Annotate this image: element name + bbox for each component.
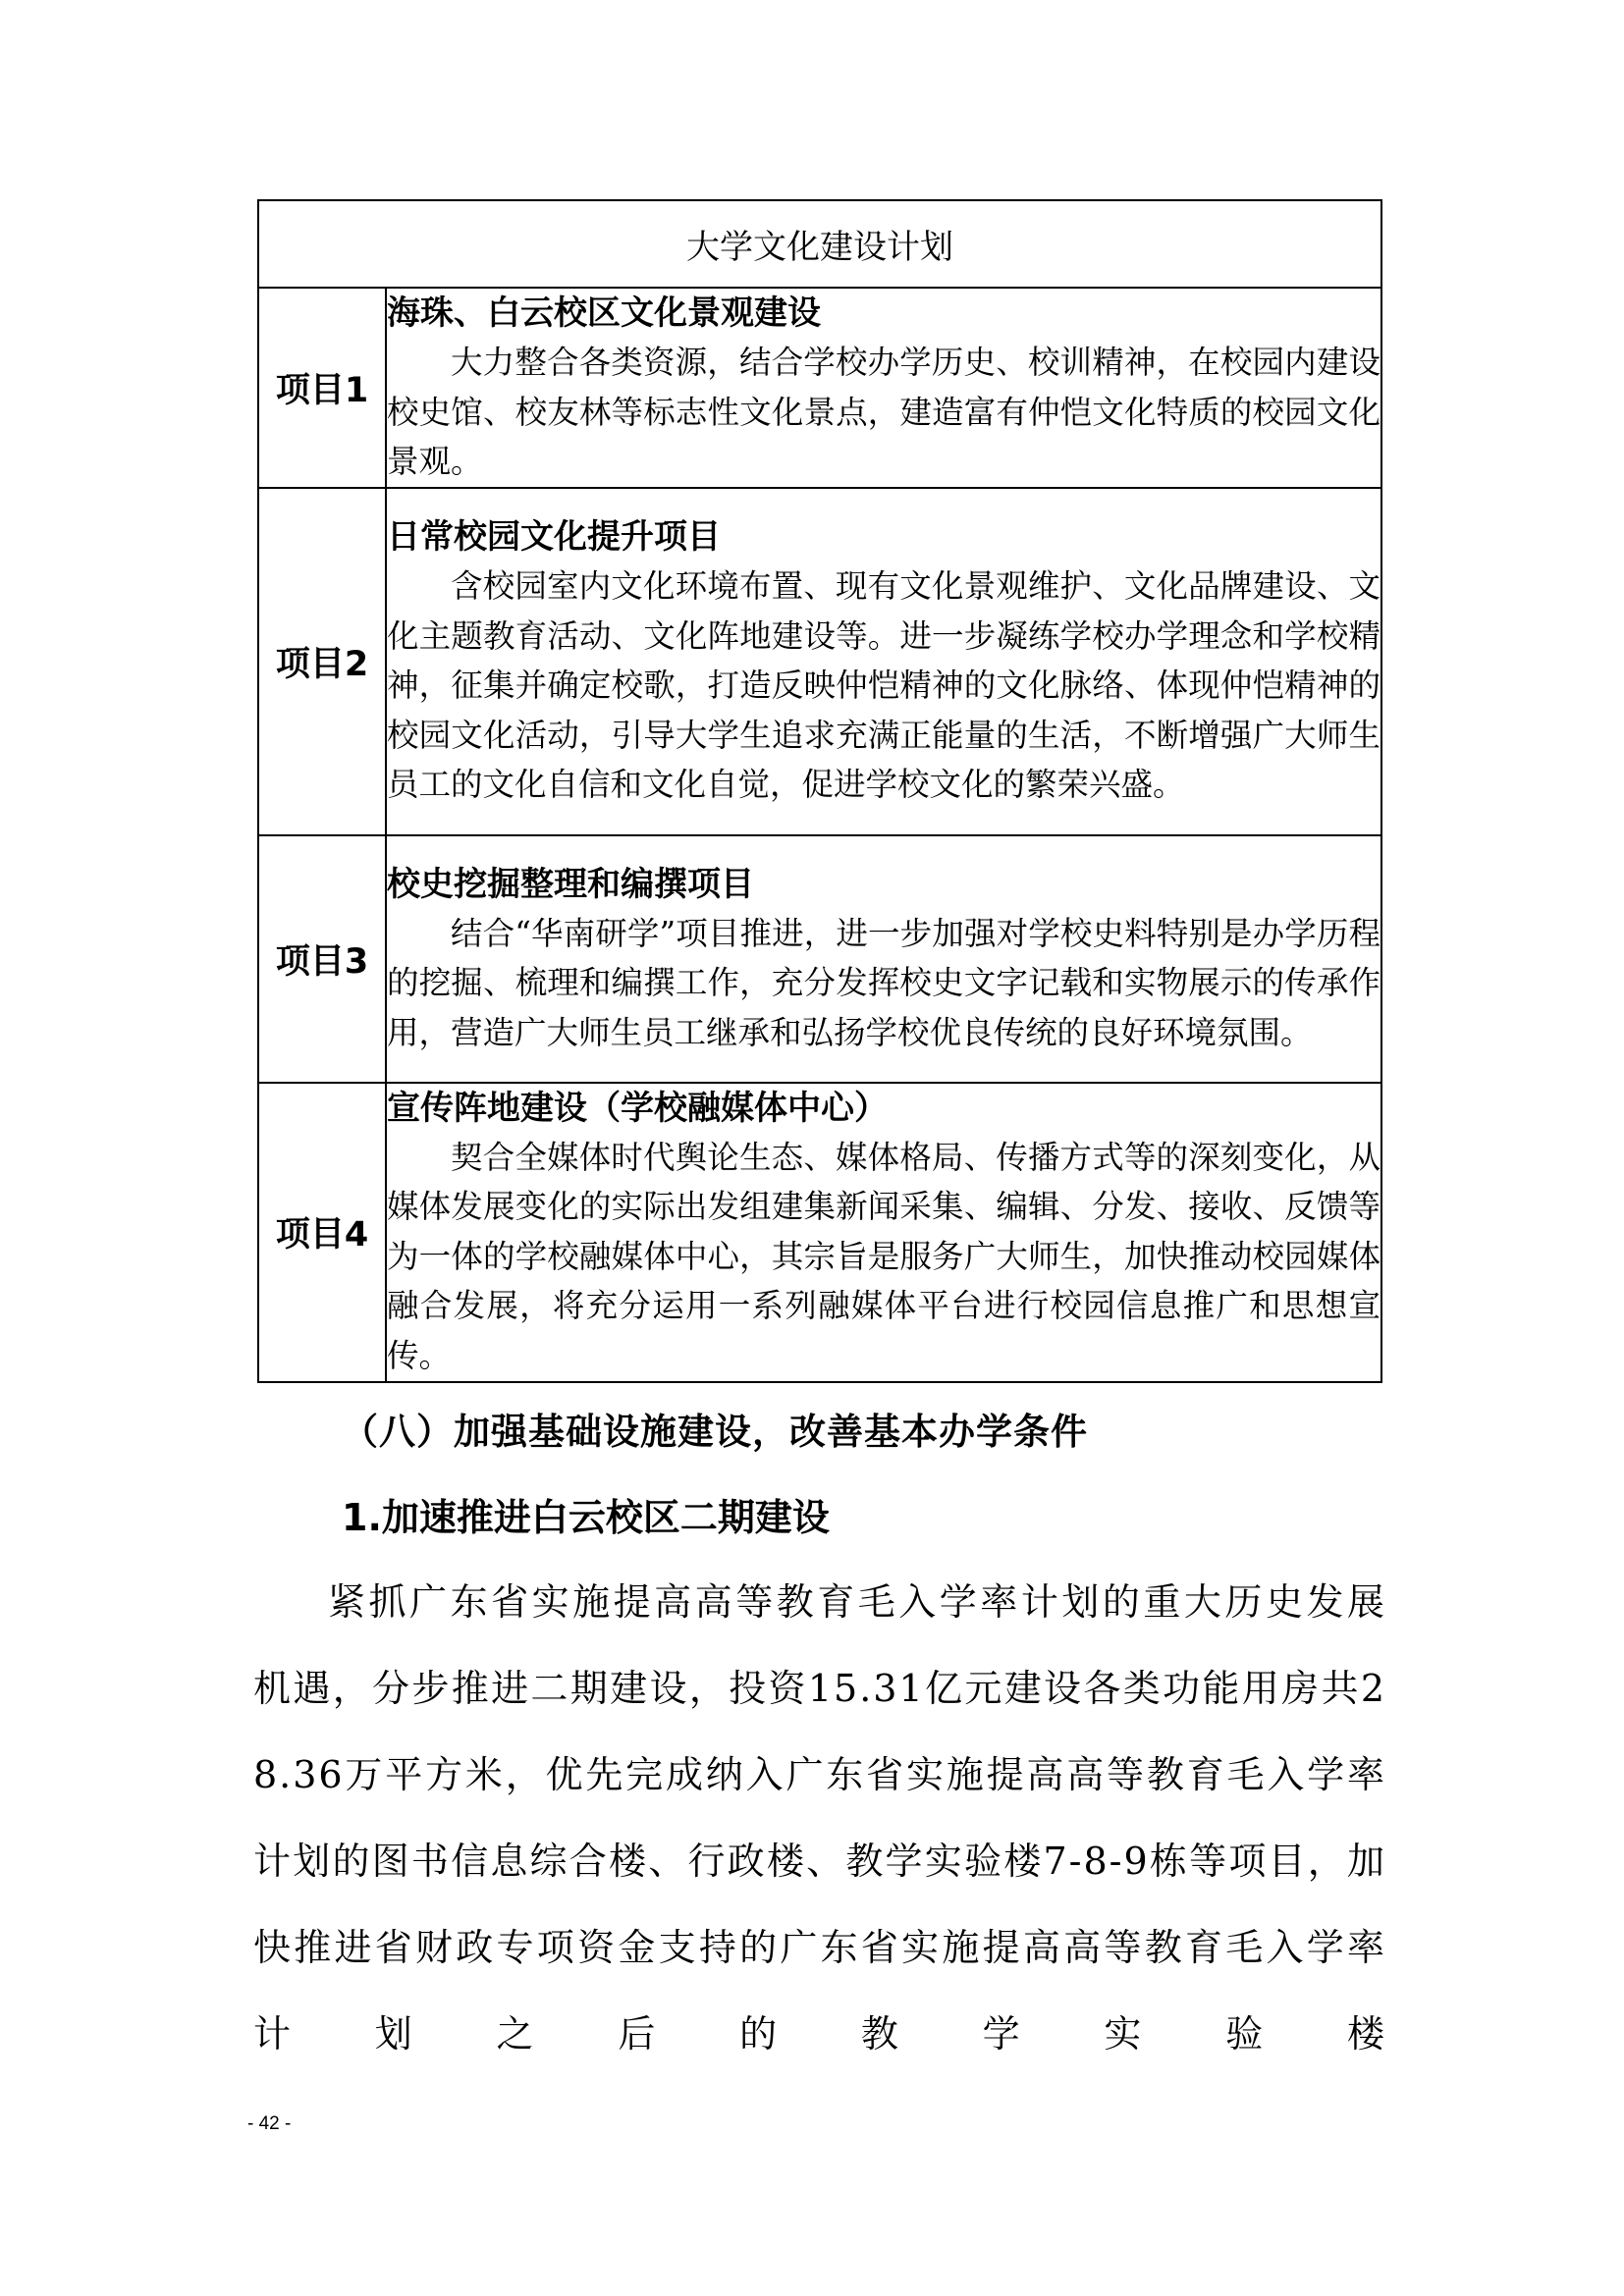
- project-description: 契合全媒体时代舆论生态、媒体格局、传播方式等的深刻变化，从媒体发展变化的实际出发组建集新闻采集、编辑、分发、接收、反馈等为一体的学校融媒体中心，其宗旨是服务广大师生，加快推动校园媒体融合发展，将充分运用一系列融媒体平台进行校园信息推广和思想宣传。: [387, 1138, 1380, 1374]
- project-label: 项目3: [258, 835, 386, 1083]
- project-title: 日常校园文化提升项目: [387, 517, 721, 558]
- project-content: [386, 835, 1381, 1083]
- culture-plan-table: [257, 199, 1382, 1383]
- body-paragraph: 紧抓广东省实施提高高等教育毛入学率计划的重大历史发展机遇，分步推进二期建设，投资15.31亿元建设各类功能用房共28.36万平方米，优先完成纳入广东省实施提高高等教育毛入学率计划的图书信息综合楼、行政楼、教学实验楼7-8-9栋等项目，加快推进省财政专项资金支持的广东省实施提高高等教育毛入学率计划之后的教学实验楼: [253, 1580, 1386, 2056]
- project-description: 大力整合各类资源，结合学校办学历史、校训精神，在校园内建设校史馆、校友林等标志性文化景点，建造富有仲恺文化特质的校园文化景观。: [387, 344, 1380, 480]
- project-title: 校史挖掘整理和编撰项目: [387, 864, 754, 904]
- project-content: [386, 488, 1381, 835]
- project-description: 结合“华南研学”项目推进，进一步加强对学校史料特别是办学历程的挖掘、梳理和编撰工作，充分发挥校史文字记载和实物展示的传承作用，营造广大师生员工继承和弘扬学校优良传统的良好环境氛围。: [387, 914, 1380, 1051]
- table-row: [258, 288, 1381, 488]
- project-label: 项目4: [258, 1083, 386, 1382]
- table-title: 大学文化建设计划: [258, 200, 1381, 288]
- page-number: - 42 -: [247, 2113, 292, 2134]
- project-title: 宣传阵地建设（学校融媒体中心）: [387, 1088, 888, 1128]
- project-title: 海珠、白云校区文化景观建设: [387, 294, 821, 333]
- project-label: 项目1: [258, 288, 386, 488]
- table-row: [258, 1083, 1381, 1382]
- project-label: 项目2: [258, 488, 386, 835]
- project-content: [386, 288, 1381, 488]
- project-description: 含校园室内文化环境布置、现有文化景观维护、文化品牌建设、文化主题教育活动、文化阵地建设等。进一步凝练学校办学理念和学校精神，征集并确定校歌，打造反映仲恺精神的文化脉络、体现仲恺精神的校园文化活动，引导大学生追求充满正能量的生活，不断增强广大师生员工的文化自信和文化自觉，促进学校文化的繁荣兴盛。: [387, 567, 1380, 804]
- table-header-row: [258, 200, 1381, 288]
- project-content: [386, 1083, 1381, 1382]
- sub-heading: 1.加速推进白云校区二期建设: [342, 1496, 830, 1539]
- table-row: [258, 835, 1381, 1083]
- section-heading: （八）加强基础设施建设，改善基本办学条件: [342, 1411, 1088, 1453]
- table-row: [258, 488, 1381, 835]
